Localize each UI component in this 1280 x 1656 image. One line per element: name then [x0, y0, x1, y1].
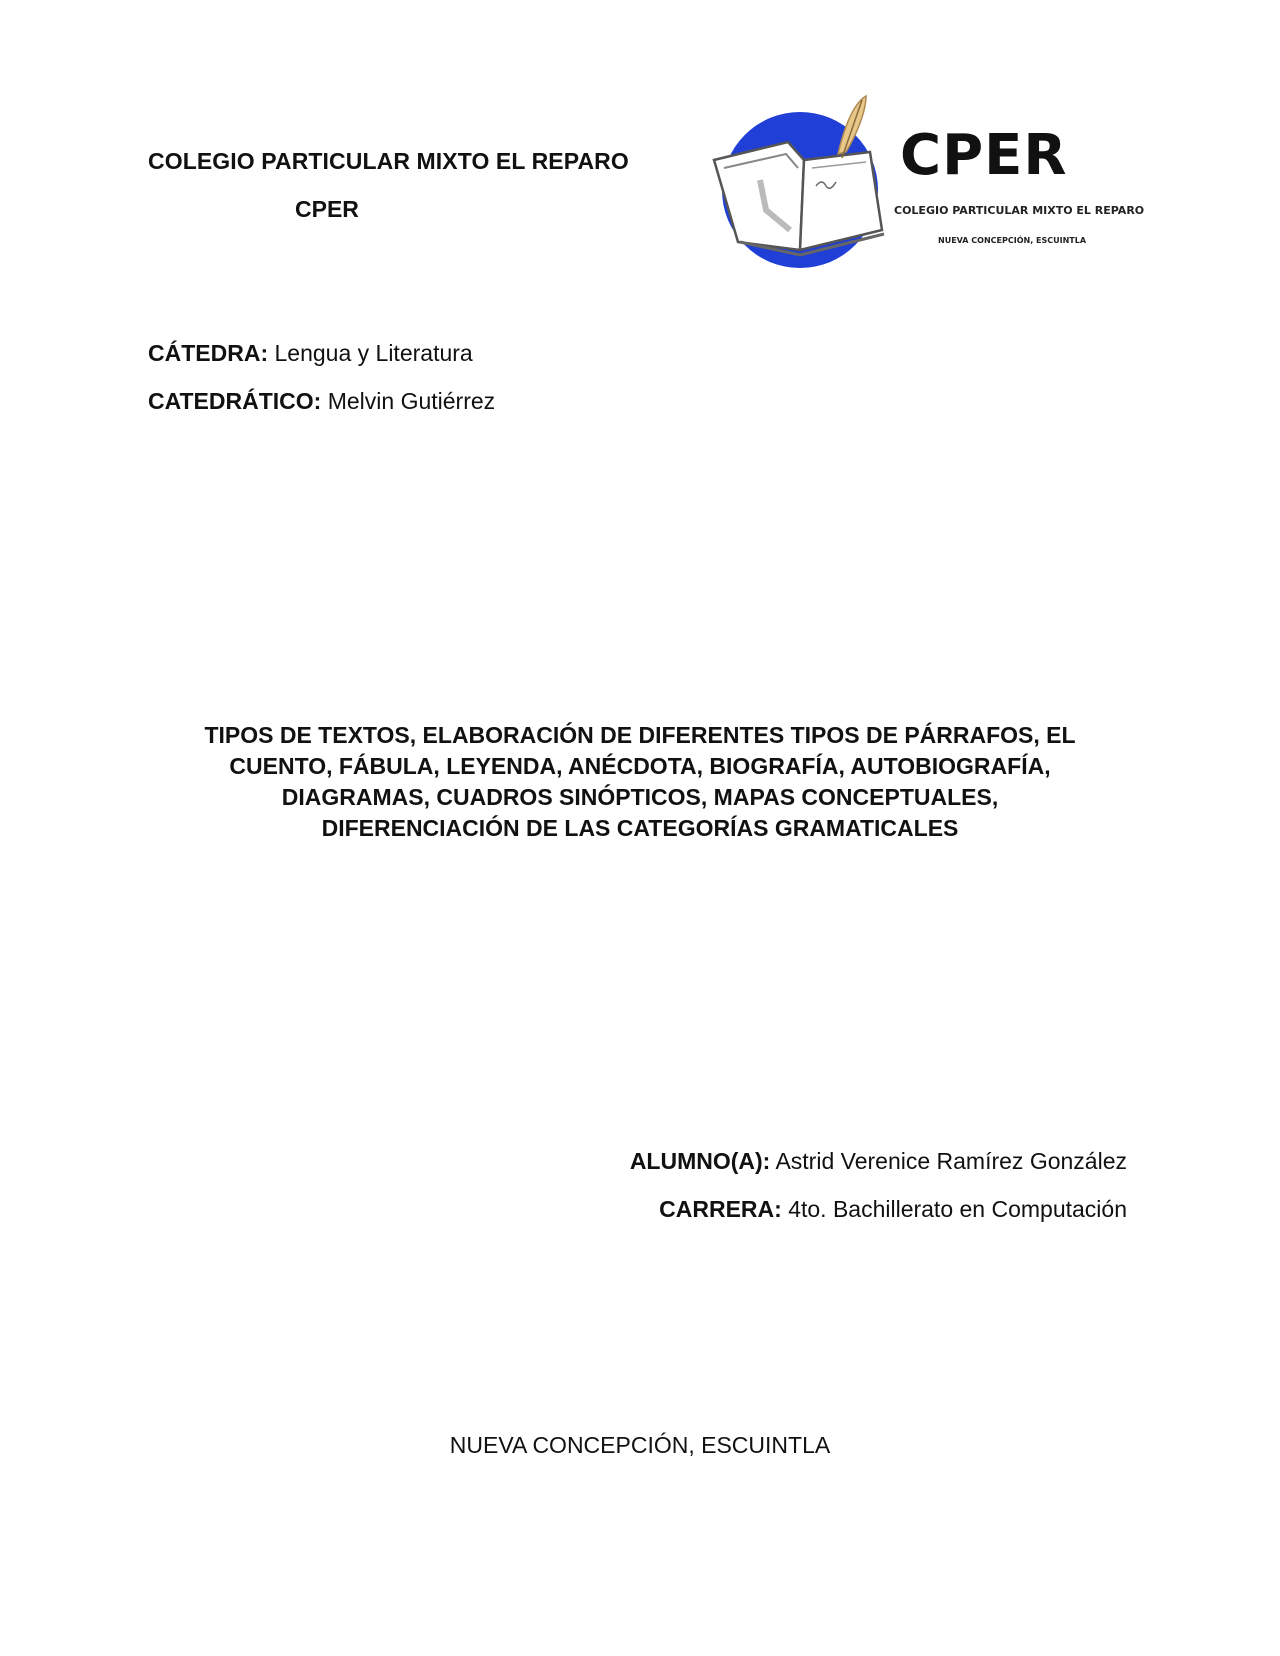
school-name: COLEGIO PARTICULAR MIXTO EL REPARO	[148, 148, 629, 174]
logo-location: NUEVA CONCEPCIÓN, ESCUINTLA	[938, 236, 1087, 245]
catedra-field	[148, 340, 473, 367]
carrera-field	[659, 1196, 1127, 1223]
document-title	[140, 720, 1140, 844]
title-line: DIAGRAMAS, CUADROS SINÓPTICOS, MAPAS CONCEPTUALES,	[281, 784, 999, 810]
school-logo	[700, 90, 1145, 275]
catedratico-label: CATEDRÁTICO:	[148, 388, 322, 414]
title-line: TIPOS DE TEXTOS, ELABORACIÓN DE DIFERENTES TIPOS DE PÁRRAFOS, EL	[204, 722, 1076, 748]
carrera-value: 4to. Bachillerato en Computación	[788, 1196, 1127, 1222]
title-line: DIFERENCIACIÓN DE LAS CATEGORÍAS GRAMATICALES	[321, 815, 959, 841]
catedratico-field	[148, 388, 495, 415]
catedra-value: Lengua y Literatura	[274, 340, 473, 366]
title-line: CUENTO, FÁBULA, LEYENDA, ANÉCDOTA, BIOGRAFÍA, AUTOBIOGRAFÍA,	[229, 753, 1051, 779]
alumno-label: ALUMNO(A):	[629, 1148, 771, 1174]
logo-wordmark: CPER	[900, 123, 1068, 188]
logo-subtitle: COLEGIO PARTICULAR MIXTO EL REPARO	[894, 204, 1145, 217]
alumno-field	[630, 1148, 1127, 1175]
alumno-value: Astrid Verenice Ramírez González	[775, 1148, 1127, 1174]
catedratico-value: Melvin Gutiérrez	[327, 388, 496, 414]
school-abbreviation: CPER	[295, 196, 359, 222]
book-quill-logo-icon	[700, 90, 900, 275]
carrera-label: CARRERA:	[659, 1196, 782, 1222]
footer-location: NUEVA CONCEPCIÓN, ESCUINTLA	[449, 1432, 831, 1458]
catedra-label: CÁTEDRA:	[148, 340, 269, 366]
